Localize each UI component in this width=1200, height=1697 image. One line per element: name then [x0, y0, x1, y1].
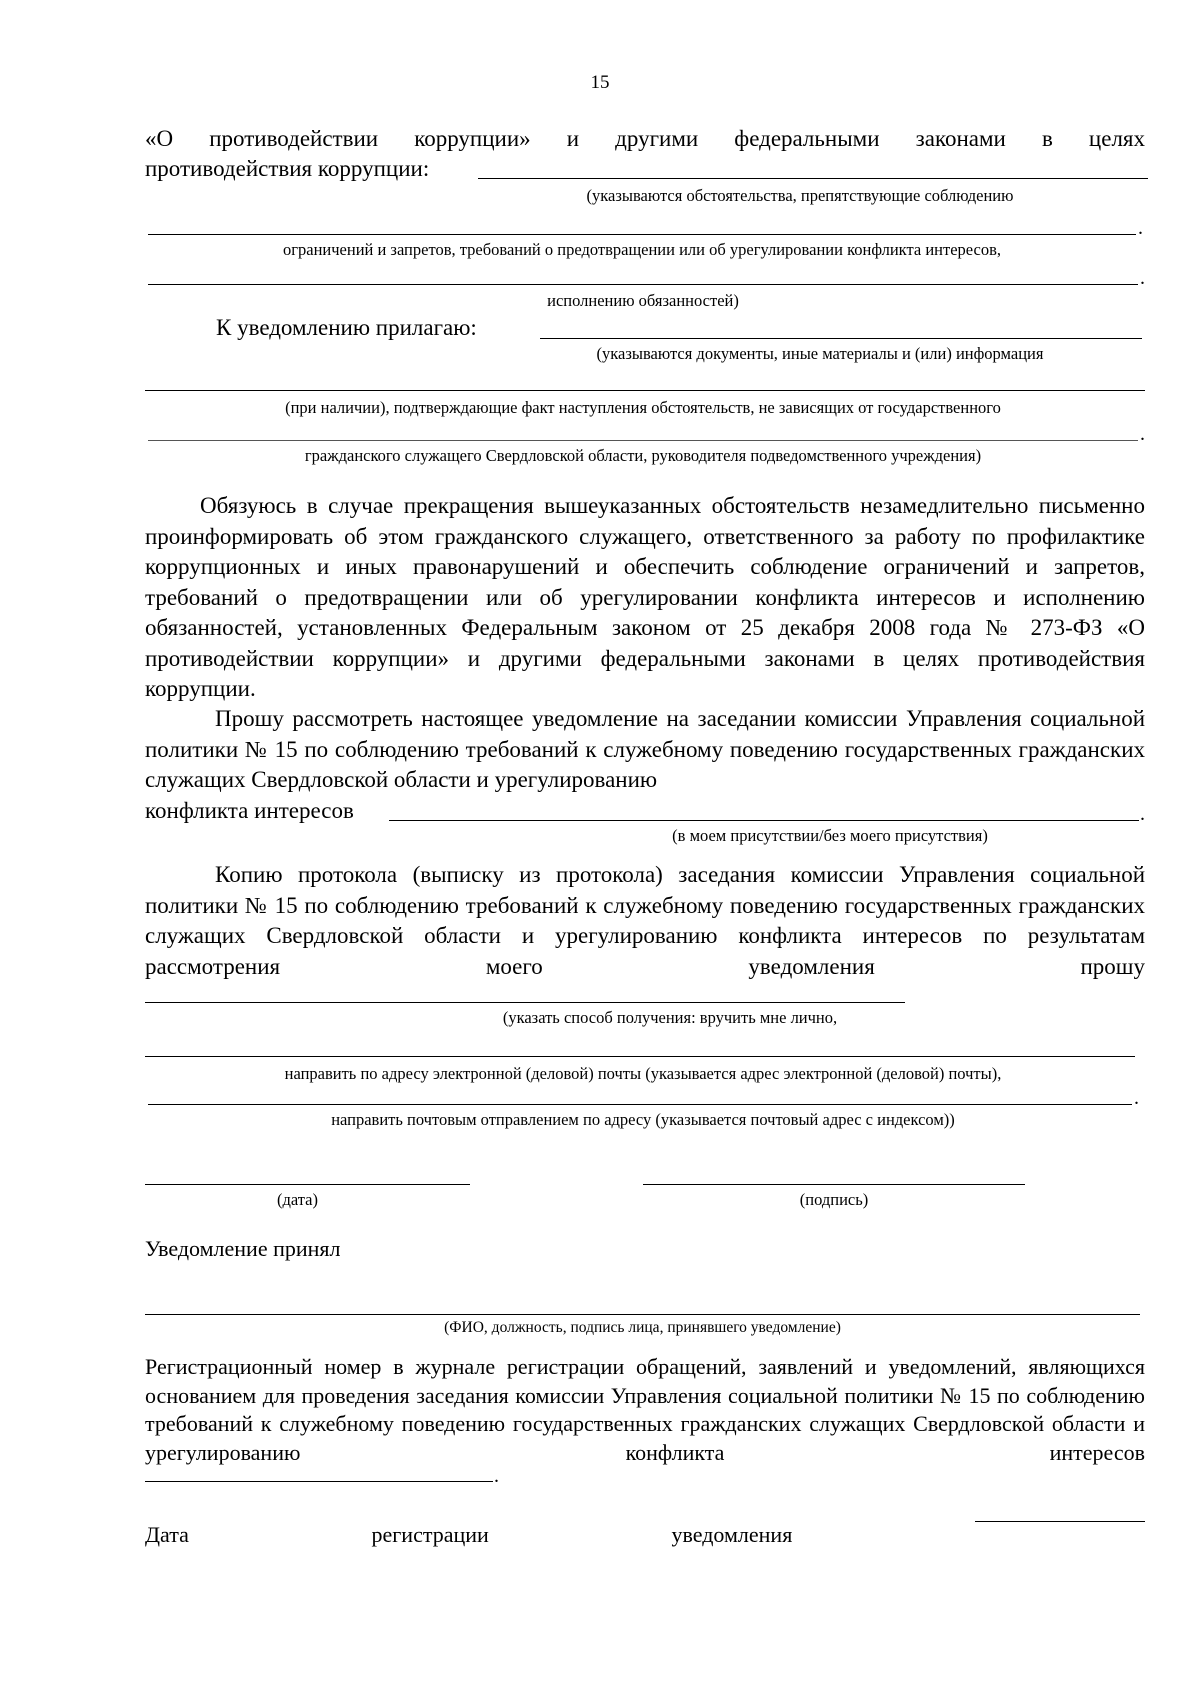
paragraph-copy: Копию протокола (выписку из протокола) заседания комиссии Управления социальной политики № 15 по соблюдению требований к служебному поведению государственных гражданских служащих Свердловской области и урегулированию конфликта интересов по результатам рассмотрения моего уведомления прошу: [145, 862, 1145, 979]
caption-documents: (указываются документы, иные материалы и (или) информация: [596, 344, 1044, 363]
signature-field-line[interactable]: [643, 1184, 1025, 1185]
circumstances-field-line-2[interactable]: [148, 234, 1136, 235]
date-field-line[interactable]: [145, 1184, 470, 1185]
paragraph-registration: Регистрационный номер в журнале регистрации обращений, заявлений и уведомлений, являющихся основанием для проведения заседания комиссии Управления социальной политики № 15 по соблюдению требований к служебному поведению государственных гражданских служащих Свердловской области и урегулированию конфликта интересов: [145, 1354, 1145, 1465]
method-field-line[interactable]: [145, 1002, 905, 1003]
caption-post: направить почтовым отправлением по адресу (указывается почтовый адрес с индексом)): [331, 1110, 955, 1129]
registration-date-field-line[interactable]: [975, 1520, 1145, 1522]
paragraph-request: Прошу рассмотреть настоящее уведомление на заседании комиссии Управления социальной политики № 15 по соблюдению требований к служебному поведению государственных гражданских служащих Свердловской области и урегулированию: [145, 706, 1145, 792]
paragraph-request-end: конфликта интересов: [145, 798, 354, 823]
attachments-field-line-3[interactable]: [148, 440, 1138, 441]
intro-line-1: «О противодействии коррупции» и другими федеральными законами в целях: [145, 126, 1145, 151]
registration-date-word-2: регистрации: [371, 1522, 489, 1547]
period-mark: .: [494, 1465, 499, 1487]
intro-line-2: противодействия коррупции:: [145, 156, 430, 181]
page-number: 15: [590, 72, 610, 93]
period-mark: .: [1134, 1087, 1139, 1109]
attach-label: К уведомлению прилагаю:: [216, 315, 477, 340]
caption-date: (дата): [276, 1190, 319, 1209]
caption-email: направить по адресу электронной (деловой) почты (указывается адрес электронной (деловой) почты),: [284, 1064, 1002, 1083]
period-mark: .: [1138, 217, 1143, 239]
accepted-label: Уведомление принял: [145, 1236, 341, 1261]
period-mark: .: [1140, 423, 1145, 445]
registration-number-field-line[interactable]: [145, 1481, 493, 1482]
restrictions-field-line[interactable]: [148, 284, 1138, 285]
caption-method: (указать способ получения: вручить мне лично,: [502, 1008, 838, 1027]
receiver-field-line[interactable]: [145, 1314, 1140, 1315]
attachments-field-line[interactable]: [540, 338, 1142, 339]
paragraph-commitment: Обязуюсь в случае прекращения вышеуказанных обстоятельств незамедлительно письменно проинформировать об этом гражданского служащего, ответственного за работу по профилактике коррупционных и иных правонарушений и обеспечить соблюдение ограничений и запретов, требований о предотвращении или об урегулировании конфликта интересов и исполнению обязанностей, установленных Федеральным законом от 25 декабря 2008 года № 273-ФЗ «О противодействии коррупции» и другими федеральными законами в целях противодействия коррупции.: [145, 493, 1145, 701]
attachments-field-line-2[interactable]: [145, 390, 1145, 391]
registration-date-row: [145, 1520, 1145, 1551]
caption-circumstances: (указываются обстоятельства, препятствующие соблюдению: [586, 186, 1014, 205]
caption-signature: (подпись): [799, 1190, 869, 1209]
period-mark: .: [1140, 803, 1145, 825]
registration-date-word-3: уведомления: [671, 1522, 793, 1547]
registration-date-word-1: Дата: [145, 1522, 189, 1547]
caption-duties: исполнению обязанностей): [547, 291, 739, 310]
post-field-line[interactable]: [148, 1104, 1132, 1105]
caption-servant: гражданского служащего Свердловской области, руководителя подведомственного учреждения): [304, 446, 982, 465]
circumstances-field-line[interactable]: [478, 178, 1148, 179]
caption-receiver: (ФИО, должность, подпись лица, принявшего уведомление): [444, 1319, 841, 1336]
period-mark: .: [1140, 267, 1145, 289]
caption-availability: (при наличии), подтверждающие факт наступления обстоятельств, не зависящих от государственного: [285, 398, 1001, 417]
presence-field-line[interactable]: [389, 820, 1139, 821]
caption-presence: (в моем присутствии/без моего присутствия): [672, 826, 988, 845]
caption-restrictions: ограничений и запретов, требований о предотвращении или об урегулировании конфликта интересов,: [282, 240, 1002, 259]
email-field-line[interactable]: [145, 1056, 1135, 1057]
